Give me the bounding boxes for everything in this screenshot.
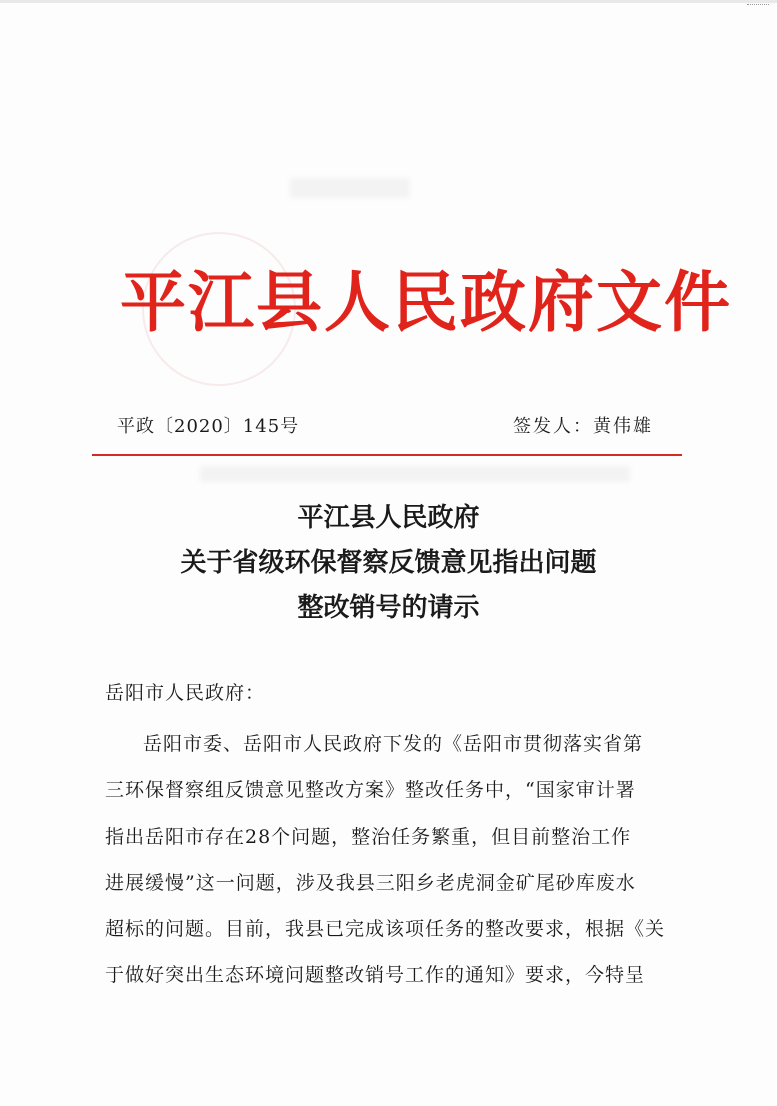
issuer-name: 黄伟雄 — [593, 416, 653, 437]
document-title — [100, 496, 677, 631]
show-through-smudge — [200, 466, 630, 482]
show-through-smudge — [290, 178, 410, 198]
body-paragraph-line: 岳阳市委、岳阳市人民政府下发的《岳阳市贯彻落实省第 — [143, 733, 644, 755]
body-paragraph-line: 进展缓慢”这一问题，涉及我县三阳乡老虎洞金矿尾砂库废水 — [105, 872, 636, 894]
issuer-label: 签发人： — [513, 416, 593, 437]
show-through-text — [175, 138, 595, 168]
issuer-line — [513, 412, 653, 438]
body-paragraph-line: 超标的问题。目前，我县已完成该项任务的整改要求，根据《关 — [105, 918, 666, 940]
document-number: 平政〔2020〕145号 — [117, 416, 300, 437]
title-line: 关于省级环保督察反馈意见指出问题 — [180, 548, 597, 578]
red-separator-rule — [92, 454, 682, 456]
body-paragraph-line: 三环保督察组反馈意见整改方案》整改任务中，“国家审计署 — [105, 779, 636, 801]
title-line: 平江县人民政府 — [297, 503, 480, 533]
body-paragraph-line: 指出岳阳市存在28个问题，整治任务繁重，但目前整治工作 — [105, 826, 632, 848]
addressee: 岳阳市人民政府： — [105, 682, 266, 704]
scan-corner-mark — [747, 4, 769, 15]
scan-edge — [0, 0, 777, 3]
title-line: 整改销号的请示 — [297, 593, 480, 623]
body-paragraph-line: 于做好突出生态环境问题整改销号工作的通知》要求，今特呈 — [105, 964, 646, 986]
document-masthead: 平江县人民政府文件 — [120, 263, 732, 341]
